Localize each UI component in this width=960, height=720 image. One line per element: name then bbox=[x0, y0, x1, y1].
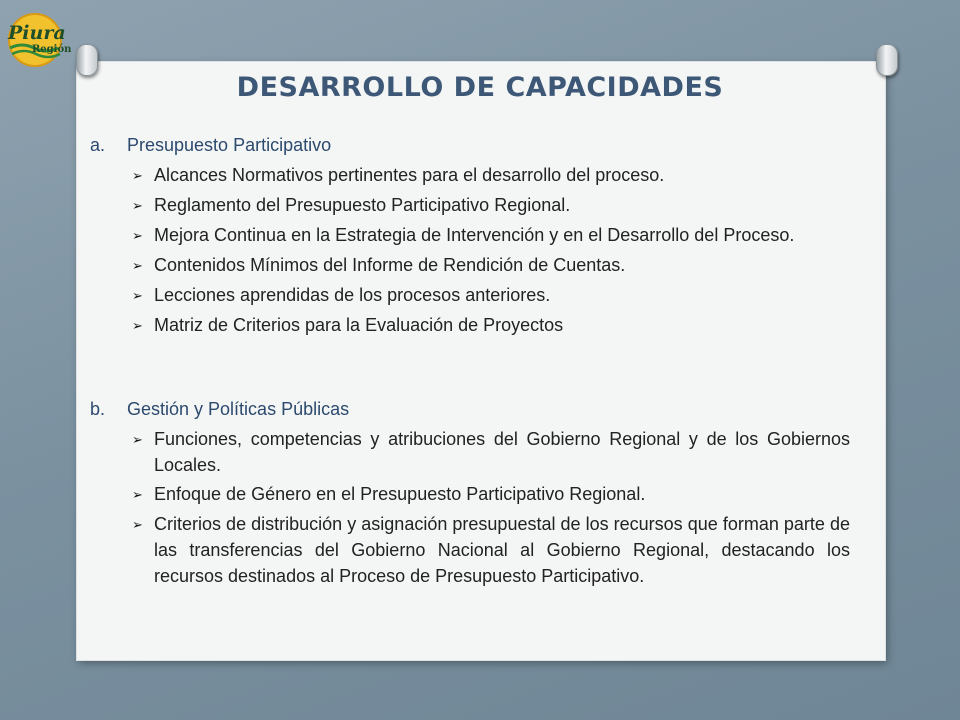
slide-title: DESARROLLO DE CAPACIDADES bbox=[236, 72, 724, 103]
section-letter: b. bbox=[90, 399, 106, 419]
piura-region-logo bbox=[2, 12, 80, 68]
list-item: ➢ Enfoque de Género en el Presupuesto Participativo Regional. bbox=[132, 481, 850, 508]
arrow-bullet-icon: ➢ bbox=[132, 517, 143, 532]
list-item: ➢ Criterios de distribución y asignación presupuestal de los recursos que forman parte de las transferencias del Gobierno Nacional al Gobierno Regional, destacando los recursos destinados al Proceso de Presupuesto Participativo. bbox=[132, 511, 850, 589]
list-item: ➢ Reglamento del Presupuesto Participativo Regional. bbox=[132, 192, 850, 219]
list-item: ➢ Mejora Continua en la Estrategia de Intervención y en el Desarrollo del Proceso. bbox=[132, 222, 850, 249]
arrow-bullet-icon: ➢ bbox=[132, 318, 143, 333]
section-title: Presupuesto Participativo bbox=[127, 135, 332, 155]
list-item: ➢ Funciones, competencias y atribuciones del Gobierno Regional y de los Gobiernos Locales. bbox=[132, 426, 850, 478]
section-heading bbox=[90, 134, 850, 156]
section-heading bbox=[90, 398, 850, 420]
list-item: ➢ Alcances Normativos pertinentes para el desarrollo del proceso. bbox=[132, 162, 850, 189]
section-title: Gestión y Políticas Públicas bbox=[127, 399, 350, 419]
arrow-bullet-icon: ➢ bbox=[132, 288, 143, 303]
arrow-bullet-icon: ➢ bbox=[132, 168, 143, 183]
logo-text-piura: Piura bbox=[8, 22, 66, 44]
arrow-bullet-icon: ➢ bbox=[132, 487, 143, 502]
logo-text-region: Región bbox=[32, 44, 72, 55]
section-letter: a. bbox=[90, 135, 106, 155]
section-presupuesto bbox=[90, 134, 850, 342]
arrow-bullet-icon: ➢ bbox=[132, 432, 143, 447]
list-item: ➢ Matriz de Criterios para la Evaluación de Proyectos bbox=[132, 312, 850, 339]
section-gestion bbox=[90, 398, 850, 592]
list-item: ➢ Contenidos Mínimos del Informe de Rendición de Cuentas. bbox=[132, 252, 850, 279]
arrow-bullet-icon: ➢ bbox=[132, 198, 143, 213]
list-item: ➢ Lecciones aprendidas de los procesos anteriores. bbox=[132, 282, 850, 309]
arrow-bullet-icon: ➢ bbox=[132, 258, 143, 273]
arrow-bullet-icon: ➢ bbox=[132, 228, 143, 243]
